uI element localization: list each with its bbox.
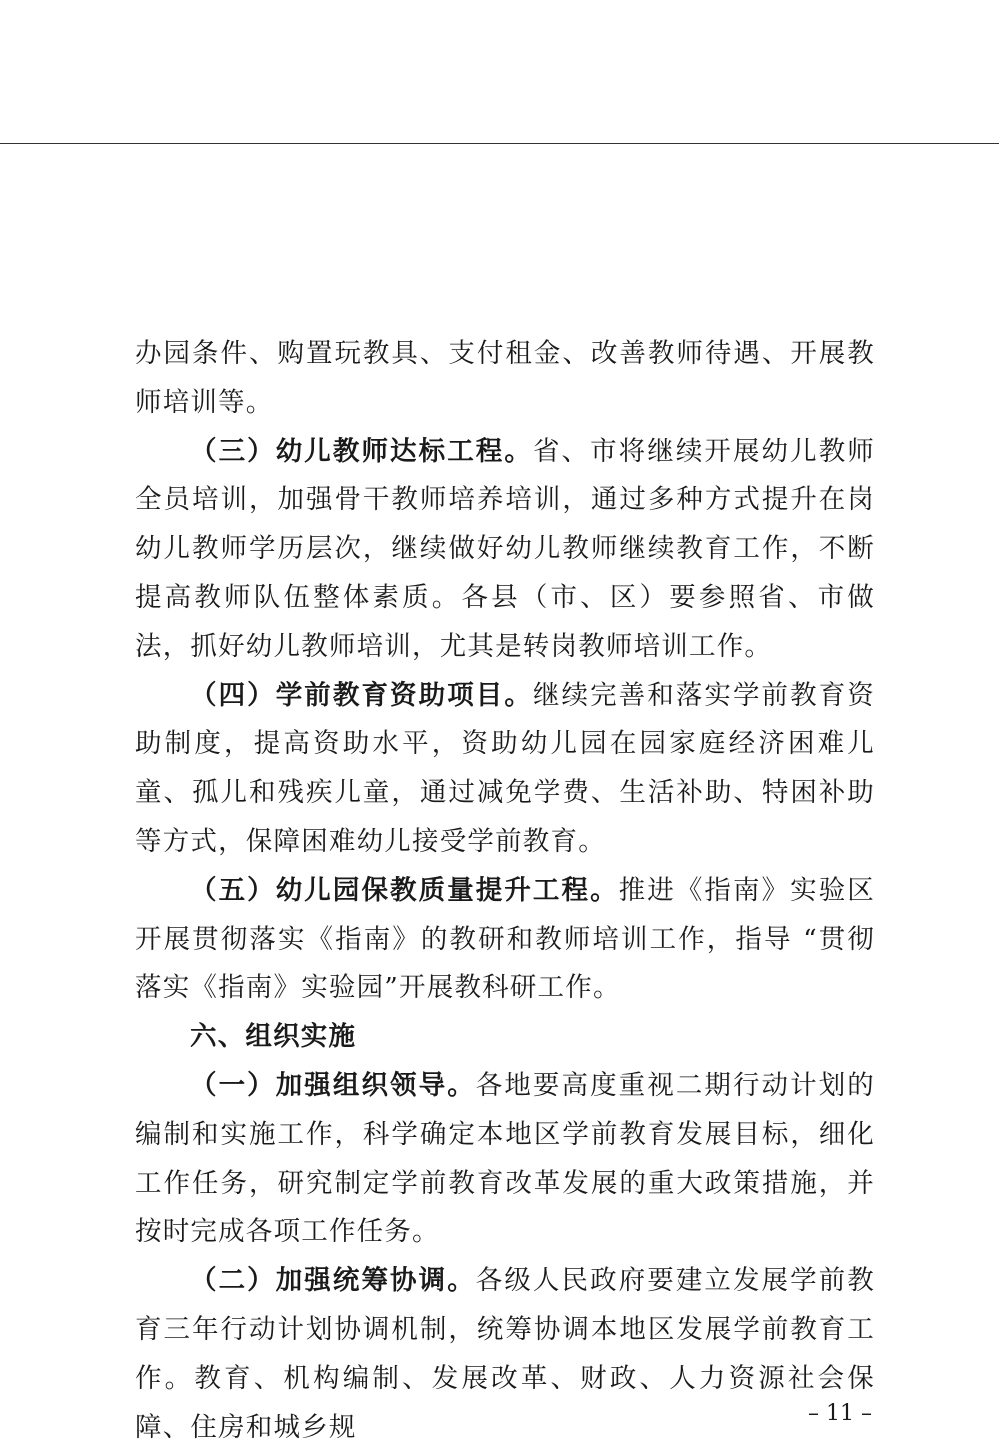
paragraph-text: 省、市将继续开展幼儿教师全员培训，加强骨干教师培养培训，通过多种方式提升在岗幼儿教师学历层次，继续做好幼儿教师继续教育工作，不断提高教师队伍整体素质。各县（市、区）要参照省、市做法，抓好幼儿教师培训，尤其是转岗教师培训工作。	[135, 435, 875, 662]
header-rule	[0, 143, 999, 144]
paragraph-subtitle: （二）加强统筹协调。	[190, 1265, 476, 1297]
paragraph-financial-aid	[135, 672, 875, 867]
paragraph-text: 办园条件、购置玩教具、支付租金、改善教师待遇、开展教师培训等。	[135, 338, 875, 418]
paragraph-continuation	[135, 330, 875, 428]
paragraph-subtitle: （三）幼儿教师达标工程。	[190, 435, 533, 467]
paragraph-text: 继续完善和落实学前教育资助制度，提高资助水平，资助幼儿园在园家庭经济困难儿童、孤儿和残疾儿童，通过减免学费、生活补助、特困补助等方式，保障困难幼儿接受学前教育。	[135, 679, 875, 857]
paragraph-text: 各级人民政府要建立发展学前教育三年行动计划协调机制，统筹协调本地区发展学前教育工作。教育、机构编制、发展改革、财政、人力资源社会保障、住房和城乡规	[135, 1265, 875, 1443]
paragraph-quality-improvement	[135, 867, 875, 1013]
paragraph-teacher-standard	[135, 428, 875, 672]
paragraph-subtitle: （四）学前教育资助项目。	[190, 679, 533, 711]
document-body	[135, 330, 875, 1452]
paragraph-text: 推进《指南》实验区开展贯彻落实《指南》的教研和教师培训工作，指导 “贯彻落实《指南》实验园”开展教科研工作。	[135, 874, 875, 1004]
section-heading: 六、组织实施	[190, 1021, 357, 1053]
paragraph-subtitle: （一）加强组织领导。	[190, 1069, 476, 1101]
paragraph-text: 各地要高度重视二期行动计划的编制和实施工作，科学确定本地区学前教育发展目标，细化工作任务，研究制定学前教育改革发展的重大政策措施，并按时完成各项工作任务。	[135, 1069, 875, 1248]
paragraph-subtitle: （五）幼儿园保教质量提升工程。	[190, 874, 619, 906]
page-number: – 11 –	[808, 1401, 872, 1426]
paragraph-organization-leadership	[135, 1062, 875, 1257]
paragraph-coordination	[135, 1257, 875, 1452]
